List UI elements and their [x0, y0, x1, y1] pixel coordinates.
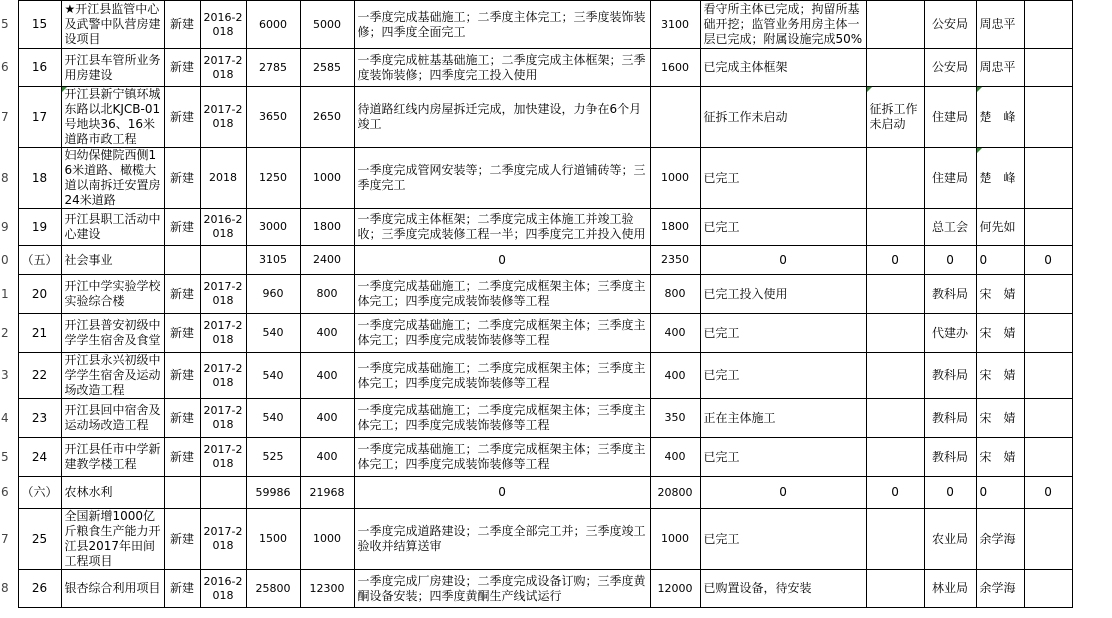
cell-extra[interactable] — [1024, 353, 1072, 399]
cell-total-investment[interactable]: 3105 — [246, 246, 300, 275]
cell-extra[interactable] — [1024, 148, 1072, 209]
cell-progress[interactable]: 已完工 — [700, 148, 866, 209]
cell-build-years[interactable]: 2016-2018 — [200, 209, 246, 246]
cell-seq-no[interactable]: （五） — [18, 246, 61, 275]
cell-total-investment[interactable]: 59986 — [246, 477, 300, 509]
cell-extra[interactable] — [1024, 87, 1072, 148]
cell-extra[interactable] — [1024, 509, 1072, 570]
cell-project-name[interactable]: ★开江县监管中心及武警中队营房建设项目 — [61, 1, 164, 49]
cell-project-name[interactable]: 开江县普安初级中学学生宿舍及食堂 — [61, 314, 164, 353]
cell-issue[interactable] — [866, 275, 924, 314]
row-header[interactable]: 3 — [0, 353, 18, 399]
cell-annual-plan[interactable]: 2650 — [300, 87, 354, 148]
cell-progress[interactable]: 已完工 — [700, 353, 866, 399]
cell-build-type[interactable]: 新建 — [164, 1, 200, 49]
cell-leader[interactable]: 楚 峰 — [976, 148, 1024, 209]
cell-progress[interactable]: 已完工 — [700, 209, 866, 246]
cell-build-years[interactable]: 2016-2018 — [200, 1, 246, 49]
cell-seq-no[interactable]: 21 — [18, 314, 61, 353]
cell-build-type[interactable]: 新建 — [164, 353, 200, 399]
cell-schedule[interactable]: 一季度完成桩基基础施工；二季度完成主体框架；三季度装饰装修；四季度完工投入使用 — [354, 49, 650, 87]
cell-total-investment[interactable]: 540 — [246, 353, 300, 399]
cell-schedule[interactable]: 一季度完成基础施工；二季度完成框架主体；三季度主体完工；四季度完成装饰装修等工程 — [354, 275, 650, 314]
table-row — [0, 509, 1072, 570]
cell-leader[interactable]: 余学海 — [976, 570, 1024, 608]
cell-project-name[interactable]: 妇幼保健院西侧16米道路、橄榄大道以南拆迁安置房24米道路 — [61, 148, 164, 209]
cell-build-years[interactable]: 2016-2018 — [200, 570, 246, 608]
cell-leader[interactable]: 何先如 — [976, 209, 1024, 246]
cell-build-type[interactable]: 新建 — [164, 314, 200, 353]
row-header[interactable]: 5 — [0, 438, 18, 477]
cell-schedule[interactable]: 一季度完成管网安装等；二季度完成人行道铺砖等；三季度完工 — [354, 148, 650, 209]
cell-extra[interactable]: 0 — [1024, 477, 1072, 509]
cell-project-name[interactable]: 开江县永兴初级中学学生宿舍及运动场改造工程 — [61, 353, 164, 399]
cell-extra[interactable] — [1024, 275, 1072, 314]
cell-project-name[interactable]: 社会事业 — [61, 246, 164, 275]
cell-leader[interactable]: 宋 婧 — [976, 353, 1024, 399]
row-header[interactable]: 7 — [0, 509, 18, 570]
cell-responsible-unit[interactable]: 公安局 — [924, 49, 976, 87]
cell-progress[interactable]: 正在主体施工 — [700, 399, 866, 438]
cell-schedule[interactable]: 一季度完成基础施工；二季度完成框架主体；三季度主体完工；四季度完成装饰装修等工程 — [354, 314, 650, 353]
cell-seq-no[interactable]: 23 — [18, 399, 61, 438]
cell-total-investment[interactable]: 3650 — [246, 87, 300, 148]
cell-annual-plan[interactable]: 1800 — [300, 209, 354, 246]
cell-schedule[interactable]: 0 — [354, 246, 650, 275]
table-row — [0, 314, 1072, 353]
cell-seq-no[interactable]: 16 — [18, 49, 61, 87]
cell-progress[interactable]: 已完工 — [700, 438, 866, 477]
cell-schedule[interactable]: 0 — [354, 477, 650, 509]
cell-seq-no[interactable]: （六） — [18, 477, 61, 509]
cell-progress[interactable]: 0 — [700, 477, 866, 509]
cell-schedule[interactable]: 一季度完成道路建设；二季度全部完工并；三季度竣工验收并结算送审 — [354, 509, 650, 570]
table-row — [0, 438, 1072, 477]
cell-total-investment[interactable]: 1250 — [246, 148, 300, 209]
cell-build-type[interactable]: 新建 — [164, 438, 200, 477]
cell-seq-no[interactable]: 19 — [18, 209, 61, 246]
cell-build-years[interactable]: 2017-2018 — [200, 275, 246, 314]
cell-leader[interactable]: 楚 峰 — [976, 87, 1024, 148]
cell-extra[interactable] — [1024, 314, 1072, 353]
table-row — [0, 1, 1072, 49]
cell-annual-plan[interactable]: 12300 — [300, 570, 354, 608]
cell-responsible-unit[interactable]: 农业局 — [924, 509, 976, 570]
cell-responsible-unit[interactable]: 住建局 — [924, 148, 976, 209]
cell-total-investment[interactable]: 3000 — [246, 209, 300, 246]
cell-build-years[interactable]: 2017-2018 — [200, 438, 246, 477]
cell-progress[interactable]: 已购置设备，待安装 — [700, 570, 866, 608]
cell-build-years[interactable]: 2017-2018 — [200, 399, 246, 438]
cell-total-investment[interactable]: 960 — [246, 275, 300, 314]
cell-responsible-unit[interactable]: 教科局 — [924, 438, 976, 477]
cell-completed-investment[interactable]: 400 — [650, 353, 700, 399]
cell-leader[interactable]: 宋 婧 — [976, 438, 1024, 477]
cell-build-years[interactable]: 2017-2018 — [200, 49, 246, 87]
cell-extra[interactable] — [1024, 209, 1072, 246]
cell-build-type[interactable] — [164, 477, 200, 509]
cell-responsible-unit[interactable]: 0 — [924, 246, 976, 275]
cell-leader[interactable]: 余学海 — [976, 509, 1024, 570]
row-header[interactable]: 5 — [0, 1, 18, 49]
cell-annual-plan[interactable]: 1000 — [300, 509, 354, 570]
cell-responsible-unit[interactable]: 教科局 — [924, 353, 976, 399]
cell-total-investment[interactable]: 6000 — [246, 1, 300, 49]
cell-extra[interactable] — [1024, 570, 1072, 608]
cell-schedule[interactable]: 一季度完成基础施工；二季度主体完工；三季度装饰装修；四季度全面完工 — [354, 1, 650, 49]
cell-build-type[interactable]: 新建 — [164, 275, 200, 314]
cell-completed-investment[interactable]: 20800 — [650, 477, 700, 509]
cell-total-investment[interactable]: 1500 — [246, 509, 300, 570]
cell-leader[interactable]: 0 — [976, 246, 1024, 275]
table-row — [0, 477, 1072, 509]
cell-annual-plan[interactable]: 800 — [300, 275, 354, 314]
cell-schedule[interactable]: 一季度完成厂房建设；二季度完成设备订购；三季度黄酮设备安装；四季度黄酮生产线试运行 — [354, 570, 650, 608]
table-row — [0, 246, 1072, 275]
cell-extra[interactable] — [1024, 399, 1072, 438]
cell-issue[interactable] — [866, 209, 924, 246]
cell-leader[interactable]: 宋 婧 — [976, 275, 1024, 314]
cell-responsible-unit[interactable]: 公安局 — [924, 1, 976, 49]
cell-annual-plan[interactable]: 1000 — [300, 148, 354, 209]
cell-total-investment[interactable]: 540 — [246, 314, 300, 353]
row-header[interactable]: 2 — [0, 314, 18, 353]
cell-completed-investment[interactable]: 12000 — [650, 570, 700, 608]
cell-total-investment[interactable]: 25800 — [246, 570, 300, 608]
cell-annual-plan[interactable]: 2400 — [300, 246, 354, 275]
cell-schedule[interactable]: 一季度完成基础施工；二季度完成框架主体；三季度主体完工；四季度完成装饰装修等工程 — [354, 438, 650, 477]
row-header[interactable]: 0 — [0, 246, 18, 275]
cell-responsible-unit[interactable]: 0 — [924, 477, 976, 509]
cell-completed-investment[interactable]: 1600 — [650, 49, 700, 87]
cell-progress[interactable]: 0 — [700, 246, 866, 275]
cell-issue[interactable] — [866, 148, 924, 209]
row-header[interactable]: 6 — [0, 477, 18, 509]
cell-completed-investment[interactable]: 1000 — [650, 509, 700, 570]
cell-project-name[interactable]: 开江县回中宿舍及运动场改造工程 — [61, 399, 164, 438]
cell-build-type[interactable]: 新建 — [164, 209, 200, 246]
cell-seq-no[interactable]: 15 — [18, 1, 61, 49]
cell-issue[interactable] — [866, 509, 924, 570]
cell-leader[interactable]: 宋 婧 — [976, 399, 1024, 438]
cell-schedule[interactable]: 待道路红线内房屋拆迁完成，加快建设，力争在6个月竣工 — [354, 87, 650, 148]
cell-project-name[interactable]: 开江县新宁镇环城东路以北KJCB-01号地块36、16米道路市政工程 — [61, 87, 164, 148]
cell-responsible-unit[interactable]: 总工会 — [924, 209, 976, 246]
cell-build-type[interactable]: 新建 — [164, 509, 200, 570]
cell-issue[interactable]: 0 — [866, 246, 924, 275]
table-row — [0, 399, 1072, 438]
cell-completed-investment[interactable]: 350 — [650, 399, 700, 438]
cell-responsible-unit[interactable]: 代建办 — [924, 314, 976, 353]
cell-completed-investment[interactable]: 1000 — [650, 148, 700, 209]
cell-build-type[interactable] — [164, 246, 200, 275]
cell-build-years[interactable]: 2017-2018 — [200, 314, 246, 353]
cell-extra[interactable] — [1024, 49, 1072, 87]
row-header[interactable]: 9 — [0, 209, 18, 246]
cell-progress[interactable]: 已完成主体框架 — [700, 49, 866, 87]
row-header[interactable]: 8 — [0, 570, 18, 608]
cell-schedule[interactable]: 一季度完成基础施工；二季度完成框架主体；三季度主体完工；四季度完成装饰装修等工程 — [354, 353, 650, 399]
cell-leader[interactable]: 宋 婧 — [976, 314, 1024, 353]
cell-progress[interactable]: 看守所主体已完成；拘留所基础开挖；监管业务用房主体一层已完成；附属设施完成50% — [700, 1, 866, 49]
cell-progress[interactable]: 已完工 — [700, 509, 866, 570]
cell-annual-plan[interactable]: 21968 — [300, 477, 354, 509]
cell-build-type[interactable]: 新建 — [164, 148, 200, 209]
cell-progress[interactable]: 已完工投入使用 — [700, 275, 866, 314]
cell-project-name[interactable]: 开江县车管所业务用房建设 — [61, 49, 164, 87]
table-row — [0, 148, 1072, 209]
cell-project-name[interactable]: 银杏综合利用项目 — [61, 570, 164, 608]
cell-leader[interactable]: 周忠平 — [976, 1, 1024, 49]
cell-responsible-unit[interactable]: 教科局 — [924, 275, 976, 314]
cell-issue[interactable]: 征拆工作未启动 — [866, 87, 924, 148]
cell-annual-plan[interactable]: 400 — [300, 314, 354, 353]
cell-issue[interactable]: 0 — [866, 477, 924, 509]
cell-build-type[interactable]: 新建 — [164, 49, 200, 87]
cell-schedule[interactable]: 一季度完成基础施工；二季度完成框架主体；三季度主体完工；四季度完成装饰装修等工程 — [354, 399, 650, 438]
cell-project-name[interactable]: 开江中学实验学校实验综合楼 — [61, 275, 164, 314]
cell-seq-no[interactable]: 24 — [18, 438, 61, 477]
cell-annual-plan[interactable]: 400 — [300, 353, 354, 399]
cell-seq-no[interactable]: 17 — [18, 87, 61, 148]
row-header[interactable]: 8 — [0, 148, 18, 209]
cell-issue[interactable] — [866, 1, 924, 49]
cell-annual-plan[interactable]: 400 — [300, 399, 354, 438]
cell-extra[interactable] — [1024, 1, 1072, 49]
cell-build-type[interactable]: 新建 — [164, 87, 200, 148]
cell-responsible-unit[interactable]: 教科局 — [924, 399, 976, 438]
cell-seq-no[interactable]: 20 — [18, 275, 61, 314]
cell-seq-no[interactable]: 22 — [18, 353, 61, 399]
cell-total-investment[interactable]: 2785 — [246, 49, 300, 87]
cell-build-years[interactable]: 2017-2018 — [200, 509, 246, 570]
row-header[interactable]: 1 — [0, 275, 18, 314]
table-row — [0, 87, 1072, 148]
cell-completed-investment[interactable]: 800 — [650, 275, 700, 314]
cell-completed-investment[interactable]: 400 — [650, 314, 700, 353]
cell-completed-investment[interactable]: 3100 — [650, 1, 700, 49]
cell-completed-investment[interactable]: 400 — [650, 438, 700, 477]
cell-build-years[interactable]: 2017-2018 — [200, 87, 246, 148]
cell-progress[interactable]: 征拆工作未启动 — [700, 87, 866, 148]
cell-responsible-unit[interactable]: 住建局 — [924, 87, 976, 148]
cell-seq-no[interactable]: 18 — [18, 148, 61, 209]
table-row — [0, 49, 1072, 87]
cell-total-investment[interactable]: 540 — [246, 399, 300, 438]
cell-extra[interactable] — [1024, 438, 1072, 477]
row-header[interactable]: 7 — [0, 87, 18, 148]
table-row — [0, 570, 1072, 608]
cell-seq-no[interactable]: 26 — [18, 570, 61, 608]
row-header[interactable]: 6 — [0, 49, 18, 87]
cell-project-name[interactable]: 全国新增1000亿斤粮食生产能力开江县2017年田间工程项目 — [61, 509, 164, 570]
cell-issue[interactable] — [866, 438, 924, 477]
cell-build-years[interactable]: 2017-2018 — [200, 353, 246, 399]
cell-build-years[interactable]: 2018 — [200, 148, 246, 209]
cell-build-type[interactable]: 新建 — [164, 570, 200, 608]
cell-completed-investment[interactable]: 2350 — [650, 246, 700, 275]
cell-schedule[interactable]: 一季度完成主体框架；二季度完成主体施工并竣工验收；三季度完成装修工程一半；四季度完工并投入使用 — [354, 209, 650, 246]
cell-issue[interactable] — [866, 314, 924, 353]
cell-annual-plan[interactable]: 5000 — [300, 1, 354, 49]
cell-completed-investment[interactable] — [650, 87, 700, 148]
cell-build-years[interactable] — [200, 477, 246, 509]
table-row — [0, 353, 1072, 399]
cell-project-name[interactable]: 开江县职工活动中心建设 — [61, 209, 164, 246]
cell-leader[interactable]: 周忠平 — [976, 49, 1024, 87]
cell-build-years[interactable] — [200, 246, 246, 275]
table-row — [0, 209, 1072, 246]
cell-annual-plan[interactable]: 400 — [300, 438, 354, 477]
cell-total-investment[interactable]: 525 — [246, 438, 300, 477]
cell-project-name[interactable]: 开江县任市中学新建教学楼工程 — [61, 438, 164, 477]
cell-issue[interactable] — [866, 399, 924, 438]
cell-responsible-unit[interactable]: 林业局 — [924, 570, 976, 608]
cell-progress[interactable]: 已完工 — [700, 314, 866, 353]
cell-seq-no[interactable]: 25 — [18, 509, 61, 570]
cell-issue[interactable] — [866, 49, 924, 87]
row-header[interactable]: 4 — [0, 399, 18, 438]
cell-extra[interactable]: 0 — [1024, 246, 1072, 275]
cell-annual-plan[interactable]: 2585 — [300, 49, 354, 87]
cell-project-name[interactable]: 农林水利 — [61, 477, 164, 509]
cell-leader[interactable]: 0 — [976, 477, 1024, 509]
cell-issue[interactable] — [866, 570, 924, 608]
cell-issue[interactable] — [866, 353, 924, 399]
cell-build-type[interactable]: 新建 — [164, 399, 200, 438]
cell-completed-investment[interactable]: 1800 — [650, 209, 700, 246]
table-row — [0, 275, 1072, 314]
